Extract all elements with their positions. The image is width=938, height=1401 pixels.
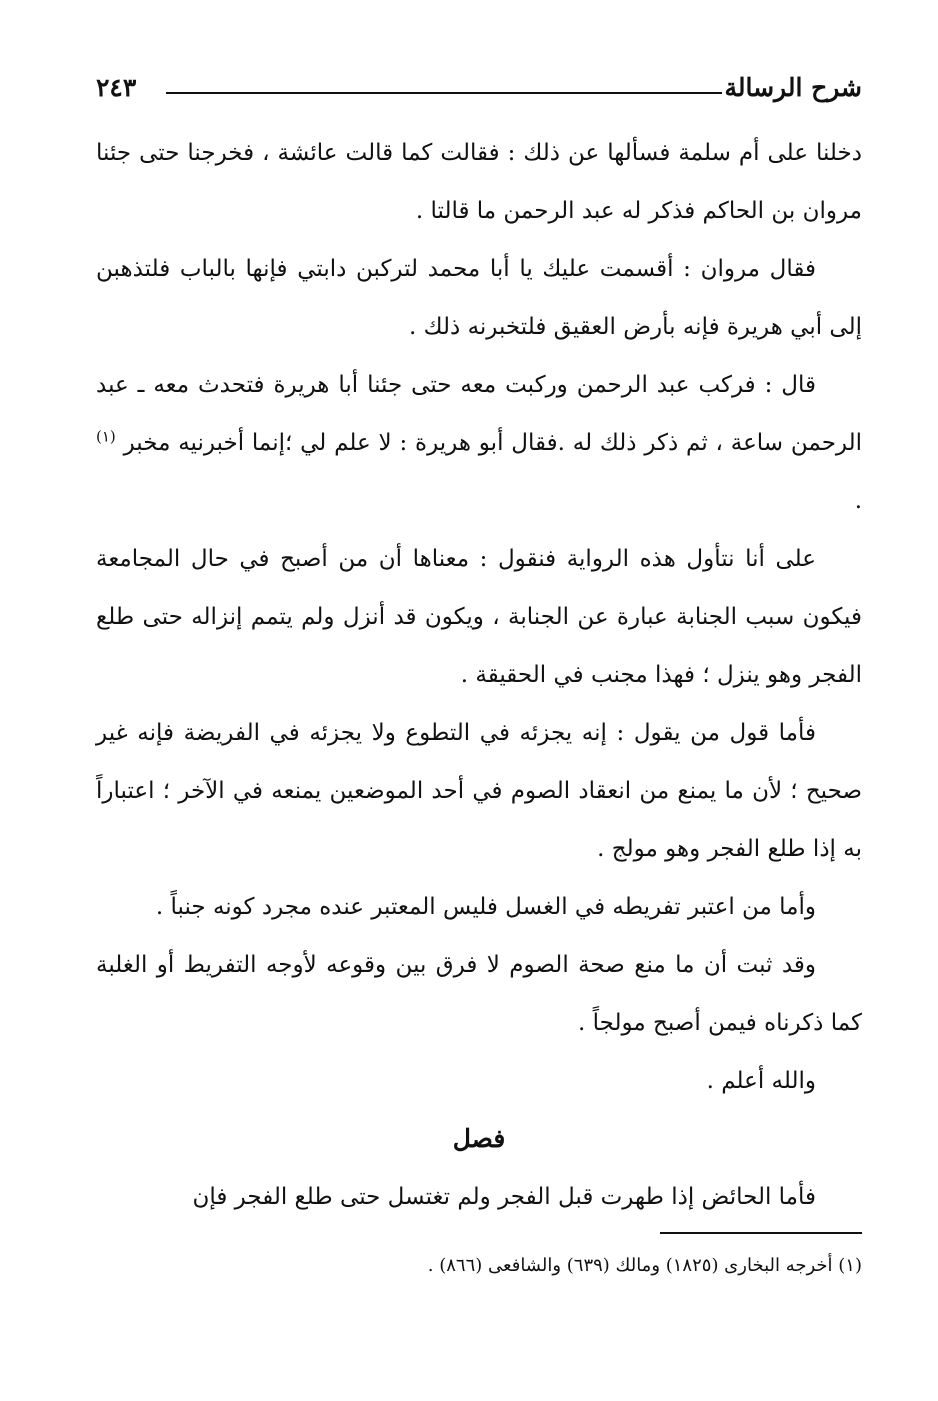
paragraph-3-text: قال : فركب عبد الرحمن وركبت معه حتى جئنا أبا هريرة فتحدث معه ـ عبد الرحمن ساعة ، ثم ذكر ذلك له .فقال أبو هريرة : لا علم لي ؛إنما أخبرنيه مخبر — [96, 372, 862, 456]
header-rule — [166, 92, 722, 94]
paragraph-2: فقال مروان : أقسمت عليك يا أبا محمد لتركبن دابتي فإنها بالباب فلتذهبن إلى أبي هريرة فإنه بأرض العقيق فلتخبرنه ذلك . — [96, 256, 862, 340]
footnote-reference[interactable]: (١) — [96, 427, 116, 446]
paragraph-5: فأما قول من يقول : إنه يجزئه في التطوع ولا يجزئه في الفريضة فإنه غير صحيح ؛ لأن ما يمنع من انعقاد الصوم في أحد الموضعين يمنعه في الآخر ؛ اعتباراً به إذا طلع الفجر وهو مولج . — [96, 720, 862, 862]
paragraph-6: وأما من اعتبر تفريطه في الغسل فليس المعتبر عنده مجرد كونه جنباً . — [155, 894, 816, 920]
section-heading: فصل — [452, 1124, 506, 1153]
page-header — [96, 68, 862, 108]
running-title: شرح الرسالة — [724, 73, 862, 102]
page-number: ٢٤٣ — [96, 73, 137, 102]
body-text — [96, 124, 862, 1226]
paragraph-1: دخلنا على أم سلمة فسألها عن ذلك : فقالت كما قالت عائشة ، فخرجنا حتى جئنا مروان بن الحاكم فذكر له عبد الرحمن ما قالتا . — [96, 140, 862, 224]
paragraph-3-end: . — [854, 488, 862, 514]
paragraph-8: والله أعلم . — [706, 1068, 816, 1094]
paragraph-3 — [96, 356, 862, 530]
closing-paragraph: فأما الحائض إذا طهرت قبل الفجر ولم تغتسل حتى طلع الفجر فإن — [192, 1184, 816, 1210]
footnote-rule — [660, 1232, 862, 1234]
paragraph-7: وقد ثبت أن ما منع صحة الصوم لا فرق بين وقوعه لأوجه التفريط أو الغلبة كما ذكرناه فيمن أصبح مولجاً . — [96, 952, 862, 1036]
paragraph-4: على أنا نتأول هذه الرواية فنقول : معناها أن من أصبح في حال المجامعة فيكون سبب الجنابة عبارة عن الجنابة ، ويكون قد أنزل ولم يتمم إنزاله حتى طلع الفجر وهو ينزل ؛ فهذا مجنب في الحقيقة . — [96, 546, 862, 688]
footnote: (١) أخرجه البخارى (١٨٢٥) ومالك (٦٣٩) والشافعى (٨٦٦) . — [427, 1255, 862, 1276]
